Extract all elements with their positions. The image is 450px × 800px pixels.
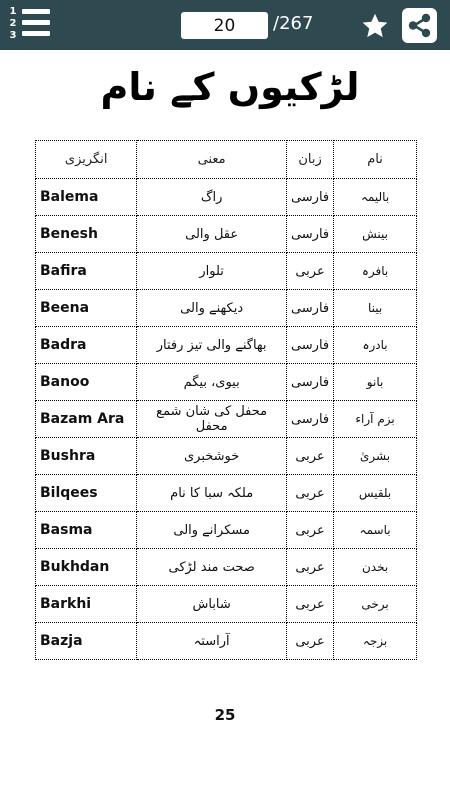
table-row xyxy=(36,549,417,586)
meaning-cell: ملکہ سبا کا نام xyxy=(137,475,287,512)
meaning-cell: راگ xyxy=(137,179,287,216)
meaning-cell: بیوی، بیگم xyxy=(137,364,287,401)
urdu-name-cell: بادرہ xyxy=(334,327,417,364)
meaning-cell: شاباش xyxy=(137,586,287,623)
page-number: 25 xyxy=(214,706,236,724)
total-pages-label: /267 xyxy=(273,13,314,34)
urdu-name-cell: برخی xyxy=(334,586,417,623)
language-cell: فارسی xyxy=(286,327,333,364)
meaning-cell: آراستہ xyxy=(137,623,287,660)
urdu-name-cell: بافرہ xyxy=(334,253,417,290)
urdu-name-cell: بشریٰ xyxy=(334,438,417,475)
names-table xyxy=(35,140,417,660)
urdu-name-cell: بینش xyxy=(334,216,417,253)
english-name-cell: Bazja xyxy=(36,623,137,660)
language-cell: فارسی xyxy=(286,290,333,327)
english-name-cell: Bazam Ara xyxy=(36,401,137,438)
language-cell: عربی xyxy=(286,475,333,512)
share-icon xyxy=(402,8,437,43)
language-cell: عربی xyxy=(286,438,333,475)
table-row xyxy=(36,438,417,475)
language-cell: فارسی xyxy=(286,179,333,216)
urdu-name-cell: باسمہ xyxy=(334,512,417,549)
header-english: انگریزی xyxy=(36,141,137,179)
list-number: 1 xyxy=(9,6,17,17)
english-name-cell: Beena xyxy=(36,290,137,327)
star-icon[interactable] xyxy=(360,11,390,41)
urdu-name-cell: بانو xyxy=(334,364,417,401)
meaning-cell: خوشخبری xyxy=(137,438,287,475)
urdu-name-cell: بخدن xyxy=(334,549,417,586)
language-cell: عربی xyxy=(286,586,333,623)
meaning-cell: عقل والی xyxy=(137,216,287,253)
language-cell: فارسی xyxy=(286,216,333,253)
page-title: لڑکیوں کے نام xyxy=(100,65,360,109)
table-row xyxy=(36,364,417,401)
language-cell: عربی xyxy=(286,549,333,586)
meaning-cell: صحت مند لڑکی xyxy=(137,549,287,586)
numbered-list-icon[interactable] xyxy=(6,6,52,44)
urdu-name-cell: بلقیس xyxy=(334,475,417,512)
table-row xyxy=(36,216,417,253)
table-row xyxy=(36,290,417,327)
english-name-cell: Balema xyxy=(36,179,137,216)
english-name-cell: Bukhdan xyxy=(36,549,137,586)
english-name-cell: Bafira xyxy=(36,253,137,290)
list-numbers xyxy=(6,6,20,44)
english-name-cell: Benesh xyxy=(36,216,137,253)
meaning-cell: تلوار xyxy=(137,253,287,290)
meaning-cell: محفل کی شان شمع محفل xyxy=(137,401,287,438)
english-name-cell: Banoo xyxy=(36,364,137,401)
meaning-cell: مسکرانے والی xyxy=(137,512,287,549)
table-row xyxy=(36,475,417,512)
urdu-name-cell: بینا xyxy=(334,290,417,327)
table-row xyxy=(36,586,417,623)
meaning-cell: بھاگنے والی تیز رفتار xyxy=(137,327,287,364)
english-name-cell: Badra xyxy=(36,327,137,364)
urdu-name-cell: بزم آراء xyxy=(334,401,417,438)
urdu-name-cell: بزجہ xyxy=(334,623,417,660)
header-language: زبان xyxy=(286,141,333,179)
table-row xyxy=(36,179,417,216)
table-row xyxy=(36,401,417,438)
language-cell: فارسی xyxy=(286,401,333,438)
list-number: 3 xyxy=(9,30,17,41)
language-cell: عربی xyxy=(286,623,333,660)
list-bars xyxy=(22,9,50,41)
english-name-cell: Bilqees xyxy=(36,475,137,512)
english-name-cell: Basma xyxy=(36,512,137,549)
english-name-cell: Barkhi xyxy=(36,586,137,623)
header-meaning: معنی xyxy=(137,141,287,179)
list-number: 2 xyxy=(9,18,17,29)
table-row xyxy=(36,623,417,660)
language-cell: عربی xyxy=(286,253,333,290)
table-row xyxy=(36,512,417,549)
table-row xyxy=(36,253,417,290)
table-header-row xyxy=(36,141,417,179)
share-button[interactable] xyxy=(402,8,437,43)
english-name-cell: Bushra xyxy=(36,438,137,475)
urdu-name-cell: بالیمہ xyxy=(334,179,417,216)
top-toolbar xyxy=(0,0,450,50)
language-cell: فارسی xyxy=(286,364,333,401)
table-row xyxy=(36,327,417,364)
meaning-cell: دیکھنے والی xyxy=(137,290,287,327)
page-number-input[interactable] xyxy=(181,12,268,39)
language-cell: عربی xyxy=(286,512,333,549)
header-name: نام xyxy=(334,141,417,179)
